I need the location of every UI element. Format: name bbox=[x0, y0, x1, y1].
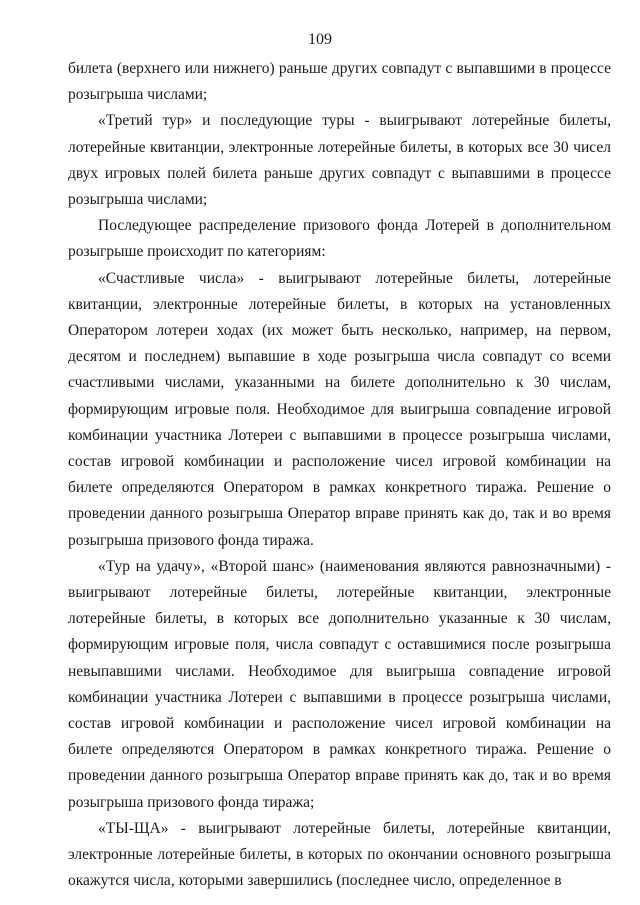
paragraph-6: «ТЫ-ЩА» - выигрывают лотерейные билеты, лотерейные квитанции, электронные лотерейные билеты, в которых по окончании основного розыгрыша окажутся числа, которыми завершились (последнее число, определенное в bbox=[68, 819, 611, 890]
paragraph-4: «Счастливые числа» - выигрывают лотерейные билеты, лотерейные квитанции, электронные лотерейные билеты, в которых на установленных Оператором лотереи ходах (их может быть несколько, например, на первом, десятом и последнем) выпавшие в ходе розыгрыша числа совпадут со всеми счастливыми числами, указанными на билете дополнительно к 30 числам, формирующим игровые поля. Необходимое для выигрыша совпадение игровой комбинации участника Лотереи с выпавшими в процессе розыгрыша числами, состав игровой комбинации и расположение чисел игровой комбинации на билете определяются Оператором в рамках конкретного тиража. Решение о проведении данного розыгрыша Оператор вправе принять как до, так и во время розыгрыша призового фонда тиража. bbox=[68, 269, 611, 549]
paragraph-5: «Тур на удачу», «Второй шанс» (наименования являются равнозначными) - выигрывают лотерейные билеты, лотерейные квитанции, электронные лотерейные билеты, в которых все дополнительно указанные к 30 числам, формирующим игровые поля, числа совпадут с оставшимися после розыгрыша невыпавшими числами. Необходимое для выигрыша совпадение игровой комбинации участника Лотереи с выпавшими в процессе розыгрыша числами, состав игровой комбинации и расположение чисел игровой комбинации на билете определяются Оператором в рамках конкретного тиража. Решение о проведении данного розыгрыша Оператор вправе принять как до, так и во время розыгрыша призового фонда тиража; bbox=[68, 557, 611, 811]
document-body bbox=[68, 56, 611, 895]
page-number: 109 bbox=[308, 31, 332, 48]
paragraph-2: «Третий тур» и последующие туры - выигрывают лотерейные билеты, лотерейные квитанции, электронные лотерейные билеты, в которых все 30 чисел двух игровых полей билета раньше других совпадут с выпавшими в процессе розыгрыша числами; bbox=[68, 112, 611, 209]
paragraph-1: билета (верхнего или нижнего) раньше других совпадут с выпавшими в процессе розыгрыша числами; bbox=[68, 60, 611, 104]
paragraph-3: Последующее распределение призового фонда Лотерей в дополнительном розыгрыше происходит по категориям: bbox=[68, 217, 611, 261]
